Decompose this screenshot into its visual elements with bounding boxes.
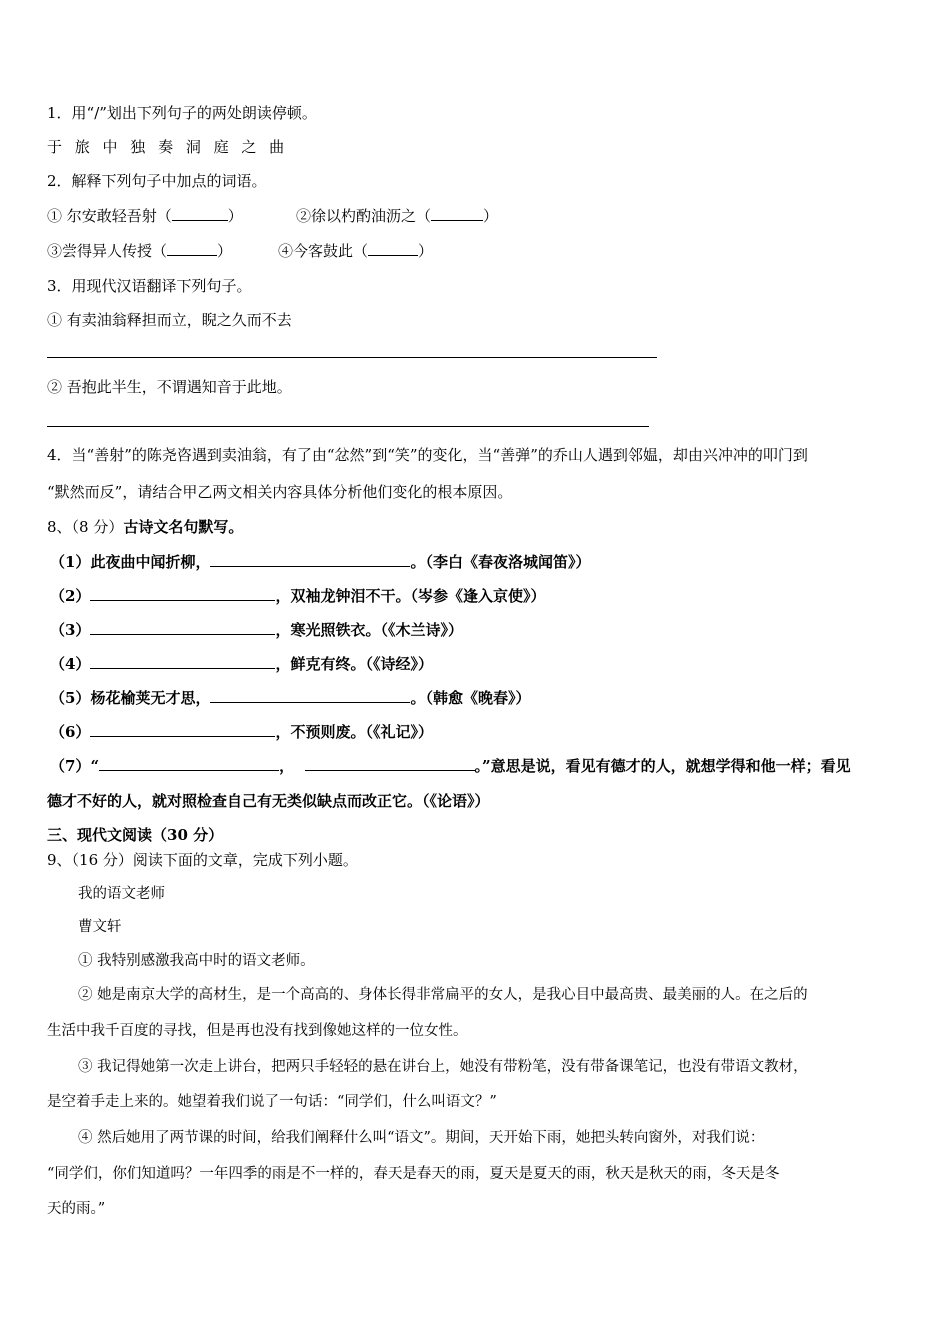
- answer-blank[interactable]: [90, 653, 275, 669]
- item-post: 。（韩愈《晚春》）: [410, 689, 531, 707]
- item-number: （6）: [50, 723, 91, 741]
- item-post: ，鲜克有终。（《诗经》）: [275, 655, 433, 673]
- recite-item-7-line-2: 德才不好的人，就对照检查自己有无类似缺点而改正它。（《论语》）: [47, 792, 490, 810]
- section-8-title: 古诗文名句默写。: [123, 518, 244, 536]
- q2-item-text: ②徐以杓酌油沥之（: [296, 207, 432, 225]
- item-number: （2）: [50, 587, 91, 605]
- q2-item-text: ① 尔安敢轻吾射（: [47, 207, 172, 225]
- answer-blank[interactable]: [99, 755, 279, 771]
- item-number: （3）: [50, 621, 91, 639]
- paragraph-4-line-1: ④ 然后她用了两节课的时间，给我们阐释什么叫“语文”。期间，天开始下雨，她把头转向窗外，对我们说：: [78, 1130, 765, 1146]
- item-post: ，寒光照铁衣。（《木兰诗》）: [275, 621, 463, 639]
- paragraph-2-line-2: 生活中我千百度的寻找，但是再也没有找到像她这样的一位女性。: [47, 1023, 468, 1039]
- answer-blank[interactable]: [90, 585, 275, 601]
- item-number: （7）: [50, 757, 91, 775]
- item-number: （5）: [50, 689, 91, 707]
- q2-item-4: [278, 240, 433, 261]
- q2-instruction: 2．解释下列句子中加点的词语。: [47, 172, 267, 190]
- article-author: 曹文轩: [78, 919, 122, 935]
- q3-instruction: 3．用现代汉语翻译下列句子。: [47, 277, 252, 295]
- q2-item-3: [47, 240, 232, 261]
- answer-blank[interactable]: [210, 551, 410, 567]
- q2-item-close: ）: [483, 207, 499, 225]
- q2-item-close: ）: [227, 207, 243, 225]
- q1-instruction: 1．用“/”划出下列句子的两处朗读停顿。: [47, 104, 317, 122]
- answer-line[interactable]: [47, 426, 649, 427]
- open-quote: “: [90, 757, 100, 775]
- q2-item-text: ④今客鼓此（: [278, 242, 369, 260]
- item-pre: 杨花榆荚无才思，: [90, 689, 211, 707]
- answer-blank[interactable]: [90, 721, 275, 737]
- answer-blank[interactable]: [172, 205, 228, 221]
- recite-item-7: [50, 755, 851, 776]
- comma: ，: [279, 757, 295, 775]
- q2-item-1: [47, 205, 243, 226]
- item-7-rest: 。”意思是说，看见有德才的人，就想学得和他一样；看见: [474, 757, 851, 775]
- answer-line[interactable]: [47, 357, 657, 358]
- paragraph-1: ① 我特别感激我高中时的语文老师。: [78, 953, 315, 969]
- recite-item-3: [50, 619, 463, 640]
- answer-blank[interactable]: [90, 619, 275, 635]
- item-post: 。（李白《春夜洛城闻笛》）: [410, 553, 591, 571]
- item-post: ，不预则废。（《礼记》）: [275, 723, 433, 741]
- section-3-title: 三、现代文阅读（30 分）: [47, 826, 224, 844]
- q9-instruction: 9、（16 分）阅读下面的文章，完成下列小题。: [47, 851, 358, 869]
- recite-item-5: [50, 687, 530, 708]
- item-number: （1）: [50, 553, 91, 571]
- q3-item-2: ② 吾抱此半生，不谓遇知音于此地。: [47, 378, 292, 396]
- recite-item-6: [50, 721, 433, 742]
- paragraph-4-line-2: “同学们，你们知道吗？一年四季的雨是不一样的，春天是春天的雨，夏天是夏天的雨，秋天是秋天的雨，冬天是冬: [47, 1166, 780, 1182]
- paragraph-3-line-1: ③ 我记得她第一次走上讲台，把两只手轻轻的悬在讲台上，她没有带粉笔，没有带备课笔记，也没有带语文教材，: [78, 1059, 808, 1075]
- answer-blank[interactable]: [305, 755, 475, 771]
- item-post: ，双袖龙钟泪不干。（岑参《逢入京使》）: [275, 587, 546, 605]
- paragraph-4-line-3: 天的雨。”: [47, 1201, 106, 1217]
- section-8-heading: [47, 517, 243, 537]
- q4-line-1: 4．当“善射”的陈尧咨遇到卖油翁，有了由“忿然”到“笑”的变化，当“善弹”的乔山人遇到邻媪，却由兴冲冲的叩门到: [47, 446, 808, 464]
- item-pre: 此夜曲中闻折柳，: [90, 553, 211, 571]
- answer-blank[interactable]: [431, 205, 483, 221]
- recite-item-2: [50, 585, 545, 606]
- answer-blank[interactable]: [210, 687, 410, 703]
- answer-blank[interactable]: [167, 240, 217, 256]
- item-number: （4）: [50, 655, 91, 673]
- q2-item-text: ③尝得异人传授（: [47, 242, 168, 260]
- paragraph-2-line-1: ② 她是南京大学的高材生，是一个高高的、身体长得非常扁平的女人，是我心目中最高贵、最美丽的人。在之后的: [78, 987, 808, 1003]
- recite-item-1: [50, 551, 590, 572]
- paragraph-3-line-2: 是空着手走上来的。她望着我们说了一句话：“同学们，什么叫语文？”: [47, 1094, 497, 1110]
- q4-line-2: “默然而反”，请结合甲乙两文相关内容具体分析他们变化的根本原因。: [47, 483, 513, 501]
- answer-blank[interactable]: [368, 240, 418, 256]
- q3-item-1: ① 有卖油翁释担而立，睨之久而不去: [47, 311, 292, 329]
- q2-item-close: ）: [418, 242, 434, 260]
- article-title: 我的语文老师: [78, 886, 165, 902]
- section-8-score: 8、（8 分）: [47, 518, 124, 536]
- q1-sentence: 于 旅 中 独 奏 洞 庭 之 曲: [47, 138, 289, 156]
- q2-item-close: ）: [217, 242, 233, 260]
- q2-item-2: [296, 205, 498, 226]
- recite-item-4: [50, 653, 433, 674]
